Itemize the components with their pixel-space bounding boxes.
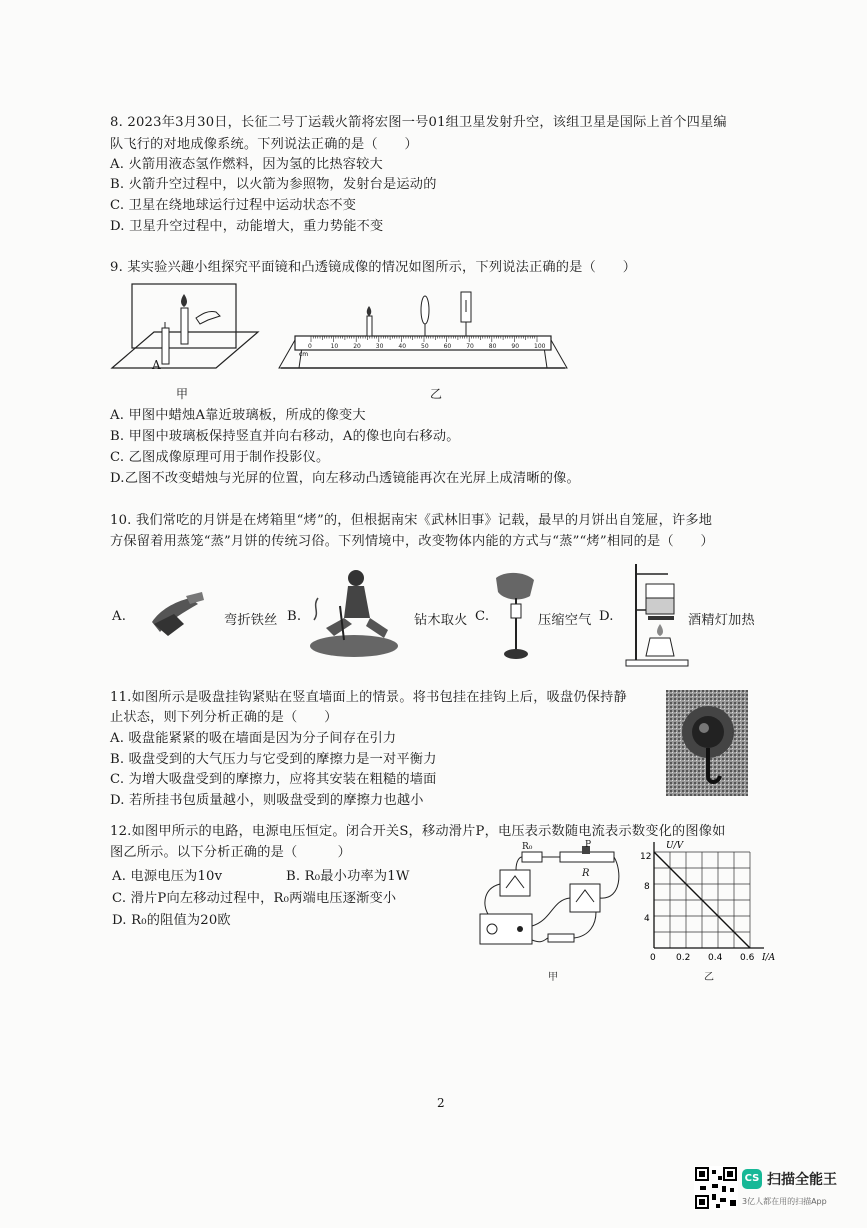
- compressing-air-image: [490, 568, 540, 664]
- ruler-tick-label: 60: [443, 343, 452, 350]
- scanner-slogan: 3亿人都在用的扫描App: [742, 1197, 827, 1206]
- q11-option-c: C. 为增大吸盘受到的摩擦力，应将其安装在粗糙的墙面: [110, 772, 437, 787]
- ruler-tick-label: 10: [330, 343, 339, 350]
- q9-caption-yi: 乙: [430, 387, 443, 401]
- q12-option-b: B. R₀最小功率为1W: [286, 869, 410, 884]
- q9-option-c: C. 乙图成像原理可用于制作投影仪。: [110, 450, 330, 465]
- graph-ytick-2: 12: [640, 852, 652, 862]
- ruler-tick-label: 40: [398, 343, 407, 350]
- q10-option-b-text: 钻木取火: [414, 613, 468, 628]
- graph-ytick-0: 4: [644, 914, 650, 924]
- q12-option-c: C. 滑片P向左移动过程中，R₀两端电压逐渐变小: [112, 891, 397, 906]
- circuit-label-r0: R₀: [522, 842, 533, 852]
- cs-logo-icon: CS: [742, 1169, 762, 1189]
- graph-xtick-2: 0.6: [740, 953, 755, 963]
- ruler-unit: cm: [299, 351, 309, 358]
- circuit-figure: [472, 840, 632, 960]
- q11-stem-line2: 止状态，则下列分析正确的是（ ）: [110, 710, 338, 725]
- q10-stem-line1: 10. 我们常吃的月饼是在烤箱里“烤”的，但根据南宋《武林旧事》记载，最早的月饼出自笼屉，许多地: [110, 513, 713, 528]
- q9-option-a: A. 甲图中蜡烛A靠近玻璃板，所成的像变大: [110, 408, 366, 423]
- graph-xtick-1: 0.4: [708, 953, 723, 963]
- q11-option-a: A. 吸盘能紧紧的吸在墙面是因为分子间存在引力: [110, 731, 397, 746]
- plane-mirror-figure: [108, 280, 263, 370]
- circuit-label-r: R: [582, 868, 590, 879]
- q8-option-a: A. 火箭用液态氢作燃料，因为氢的比热容较大: [110, 157, 383, 172]
- ruler-tick-label: 70: [466, 343, 474, 350]
- q10-option-a-letter: A.: [112, 609, 127, 624]
- circuit-label-p: P: [585, 840, 592, 850]
- q9-option-d: D.乙图不改变蜡烛与光屏的位置，向左移动凸透镜能再次在光屏上成清晰的像。: [110, 471, 580, 486]
- q11-stem-line1: 11.如图所示是吸盘挂钩紧贴在竖直墙面上的情景。将书包挂在挂钩上后，吸盘仍保持静: [110, 690, 627, 705]
- optical-bench-figure: [275, 288, 571, 370]
- ruler-tick-label: 90: [511, 343, 520, 350]
- q10-option-c-text: 压缩空气: [538, 613, 592, 628]
- ruler-tick-label: 100: [534, 343, 546, 350]
- ruler-tick-label: 50: [421, 343, 429, 350]
- q11-option-d: D. 若所挂书包质量越小，则吸盘受到的摩擦力也越小: [110, 793, 424, 808]
- graph-origin: 0: [650, 953, 656, 963]
- q10-option-a-text: 弯折铁丝: [224, 613, 278, 628]
- scanner-watermark: [694, 1166, 854, 1218]
- u-i-graph: [632, 836, 790, 964]
- ruler-tick-label: 0: [308, 343, 312, 350]
- q8-option-c: C. 卫星在绕地球运行过程中运动状态不变: [110, 198, 357, 213]
- q12-stem-line2: 图乙所示。以下分析正确的是（ ）: [110, 845, 351, 860]
- graph-ylabel: U/V: [666, 841, 684, 851]
- q9-option-b: B. 甲图中玻璃板保持竖直并向右移动，A的像也向右移动。: [110, 429, 460, 444]
- bending-wire-image: [140, 582, 208, 648]
- q11-option-b: B. 吸盘受到的大气压力与它受到的摩擦力是一对平衡力: [110, 752, 437, 767]
- scanner-app-name: 扫描全能王: [767, 1172, 837, 1188]
- q9-caption-jia: 甲: [176, 387, 189, 401]
- ruler-tick-label: 80: [488, 343, 497, 350]
- graph-xlabel: I/A: [762, 953, 776, 963]
- suction-hook-photo: [666, 690, 748, 796]
- q8-stem-line2: 队飞行的对地成像系统。下列说法正确的是（ ）: [110, 137, 418, 152]
- q10-option-c-letter: C.: [475, 609, 490, 624]
- q12-option-d: D. R₀的阻值为20欧: [112, 913, 231, 928]
- q9-stem: 9. 某实验兴趣小组探究平面镜和凸透镜成像的情况如图所示，下列说法正确的是（ ）: [110, 260, 637, 275]
- q10-stem-line2: 方保留着用蒸笼“蒸”月饼的传统习俗。下列情境中，改变物体内能的方式与“蒸”“烤”相同的是（ ）: [110, 534, 714, 549]
- q10-option-d-text: 酒精灯加热: [688, 613, 755, 628]
- alcohol-lamp-heating-image: [620, 560, 690, 672]
- graph-xtick-0: 0.2: [676, 953, 691, 963]
- q12-caption-jia: 甲: [548, 972, 558, 983]
- q8-stem-line1: 8. 2023年3月30日，长征二号丁运载火箭将宏图一号01组卫星发射升空，该组卫星是国际上首个四星编: [110, 115, 727, 130]
- q9-fig-a-label: A: [152, 358, 161, 372]
- ruler-tick-label: 20: [353, 343, 361, 350]
- q8-option-b: B. 火箭升空过程中，以火箭为参照物，发射台是运动的: [110, 177, 437, 192]
- q8-option-d: D. 卫星升空过程中，动能增大，重力势能不变: [110, 219, 384, 234]
- q12-option-a: A. 电源电压为10v: [112, 869, 223, 884]
- q12-caption-yi: 乙: [704, 972, 714, 983]
- graph-ytick-1: 8: [644, 882, 650, 892]
- qr-code-icon: [694, 1166, 738, 1210]
- drilling-wood-image: [304, 566, 408, 662]
- q10-option-d-letter: D.: [599, 609, 614, 624]
- page-number: 2: [437, 1096, 445, 1110]
- ruler-tick-label: 30: [375, 343, 384, 350]
- q12-stem-line1: 12.如图甲所示的电路，电源电压恒定。闭合开关S，移动滑片P，电压表示数随电流表示数变化的图像如: [110, 824, 726, 839]
- q10-option-b-letter: B.: [287, 609, 302, 624]
